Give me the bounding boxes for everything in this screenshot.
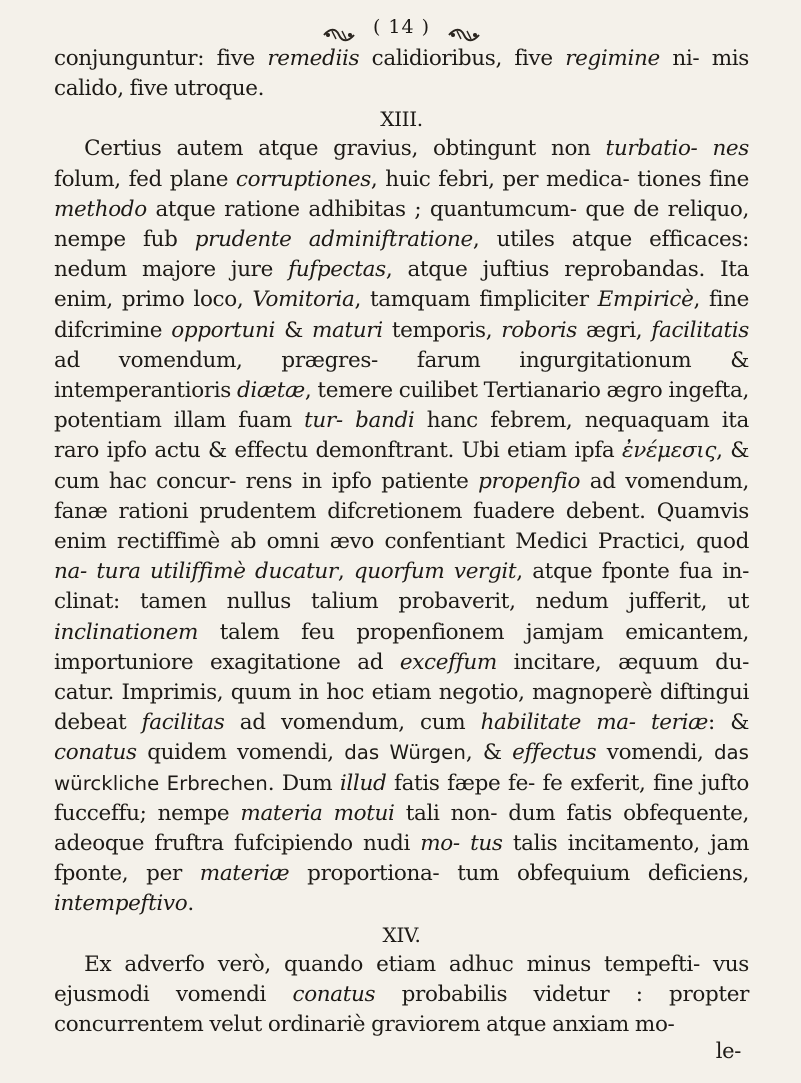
ornament-left-icon [322, 20, 356, 36]
paragraph-section-xiv: Ex adverfo verò, quando etiam adhuc minus tempefti- vus ejusmodi vomendi conatus probabilis videtur : propter concurrentem velut ordinariè graviorem atque anxiam mo- [54, 951, 749, 1038]
section-number-xiv: XIV. [382, 922, 421, 947]
ornament-right-icon [447, 20, 481, 36]
paragraph-continuation: conjunguntur: five remediis calidioribus, five regimine ni- mis calido, five utroque. [54, 46, 749, 102]
body-text [54, 44, 749, 1062]
section-number-xiii: XIII. [380, 107, 423, 132]
page-number: ( 14 ) [372, 16, 431, 38]
catchword: le- [715, 1039, 741, 1064]
paragraph-section-xiii: Certius autem atque gravius, obtingunt non turbatio- nes folum, fed plane corruptiones, huic febri, per medica- tiones fine methodo atque ratione adhibitas ; quantumcum- que de reliquo, nempe fub prudente adminiftratione, utiles atque efficaces: nedum majore jure fufpectas, atque juftius reprobandas. Ita enim, primo loco, Vomitoria, tamquam fimpliciter Empiricè, fine difcrimine opportuni & maturi temporis, roboris ægri, facilitatis ad vomendum, prægres- farum ingurgitationum & intemperantioris diætæ, temere cuilibet Tertianario ægro ingefta, potentiam illam fuam tur- bandi hanc febrem, nequaquam ita raro ipfo actu & effectu demonftrant. Ubi etiam ipfa ἐνέμεσις, & cum hac concur- rens in ipfo patiente propenfio ad vomendum, fanæ rationi prudentem difcretionem fuadere debent. Quamvis enim rectiffimè ab omni ævo confentiant Medici Practici, quod na- tura utiliffimè ducatur, quorfum vergit, atque fponte fua in- clinat: tamen nullus talium probaverit, nedum jufferit, ut inclinationem talem feu propenfionem jamjam emicantem, importuniore exagitatione ad exceffum incitare, æquum du- catur. Imprimis, quum in hoc etiam negotio, magnoperè diftingui debeat facilitas ad vomendum, cum habilitate ma- teriæ: & conatus quidem vomendi, das Würgen, & effectus vomendi, das würckliche Erbrechen. Dum illud fatis fæpe fe- fe exferit, fine jufto fucceffu; nempe materia motui tali non- dum fatis obfequente, adeoque fruftra fufcipiendo nudi mo- tus talis incitamento, jam fponte, per materiæ proportiona- tum obfequium deficiens, intempeftivo. [54, 136, 750, 917]
page-header [54, 10, 749, 44]
